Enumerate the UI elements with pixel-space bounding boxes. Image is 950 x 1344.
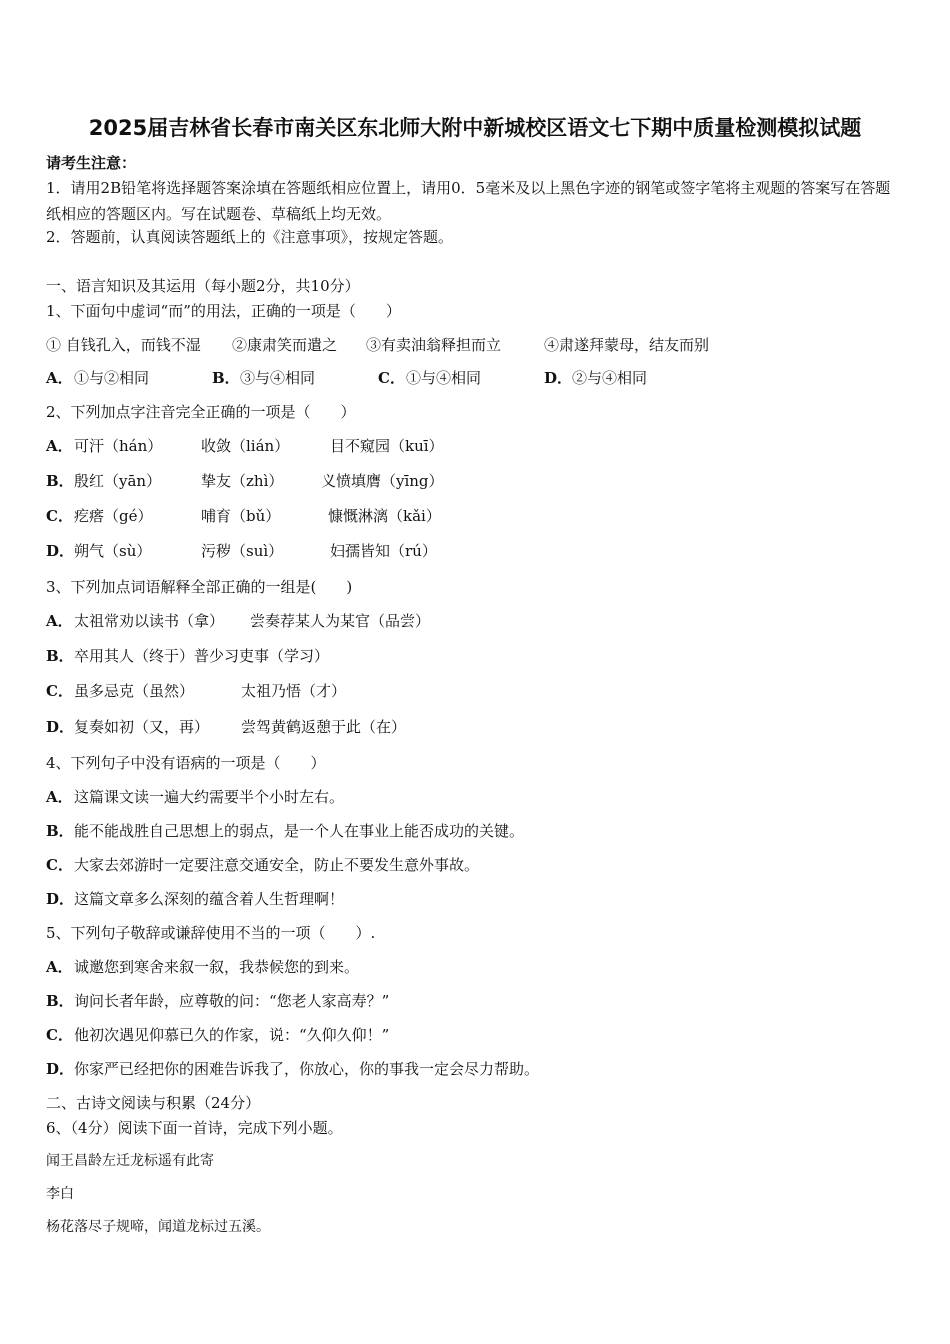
q1-items bbox=[46, 336, 709, 354]
q4-option-d: D．这篇文章多么深刻的蕴含着人生哲理啊！ bbox=[46, 890, 345, 908]
q5-option-d: D．你家严已经把你的困难告诉我了，你放心，你的事我一定会尽力帮助。 bbox=[46, 1060, 540, 1078]
q3-option-a: A．太祖常劝以读书（拿） 尝奏荐某人为某官（品尝） bbox=[46, 612, 431, 630]
notice-heading: 请考生注意： bbox=[46, 154, 137, 172]
q3-option-c: C．虽多忌克（虽然） 太祖乃悟（才） bbox=[46, 682, 347, 700]
q1-item: ④肃遂拜蒙母，结友而别 bbox=[544, 336, 710, 354]
q5-option-a: A．诚邀您到寒舍来叙一叙，我恭候您的到来。 bbox=[46, 958, 360, 976]
q1-option-b: B．③与④相同 bbox=[212, 369, 316, 387]
q1-option-a: A．①与②相同 bbox=[46, 369, 150, 387]
q1-option-c: C．①与④相同 bbox=[378, 369, 482, 387]
q2-stem: 2、下列加点字注音完全正确的一项是（ ） bbox=[46, 403, 356, 421]
q4-option-a: A．这篇课文读一遍大约需要半个小时左右。 bbox=[46, 788, 345, 806]
poem-line: 杨花落尽子规啼，闻道龙标过五溪。 bbox=[46, 1219, 270, 1235]
q1-option-d: D．②与④相同 bbox=[544, 369, 648, 387]
q2-option-b: B．殷红（yān） 挚友（zhì） 义愤填膺（yīng） bbox=[46, 472, 444, 490]
q4-option-b: B．能不能战胜自己思想上的弱点，是一个人在事业上能否成功的关键。 bbox=[46, 822, 525, 840]
q1-item: ① 自钱孔入，而钱不湿 bbox=[46, 336, 201, 354]
q2-option-d: D．朔气（sù） 污秽（suì） 妇孺皆知（rú） bbox=[46, 542, 437, 560]
q5-stem: 5、下列句子敬辞或谦辞使用不当的一项（ ）. bbox=[46, 924, 376, 942]
q4-stem: 4、下列句子中没有语病的一项是（ ） bbox=[46, 754, 326, 772]
q1-stem: 1、下面句中虚词“而”的用法，正确的一项是（ ） bbox=[46, 302, 401, 320]
q1-item: ②康肃笑而遣之 bbox=[232, 336, 338, 354]
poem-title: 闻王昌龄左迁龙标遥有此寄 bbox=[46, 1153, 214, 1169]
notice-item-1: 1．请用2B铅笔将选择题答案涂填在答题纸相应位置上，请用0．5毫米及以上黑色字迹的钢笔或签字笔将主观题的答案写在答题纸相应的答题区内。写在试题卷、草稿纸上均无效。 bbox=[46, 179, 891, 223]
q6-stem: 6、（4分）阅读下面一首诗，完成下列小题。 bbox=[46, 1119, 343, 1137]
q1-item: ③有卖油翁释担而立 bbox=[366, 336, 502, 354]
notice-item-2: 2．答题前，认真阅读答题纸上的《注意事项》，按规定答题。 bbox=[46, 228, 454, 246]
q3-stem: 3、下列加点词语解释全部正确的一组是( ) bbox=[46, 578, 353, 596]
section1-heading: 一、语言知识及其运用（每小题2分，共10分） bbox=[46, 277, 360, 295]
q1-options bbox=[46, 369, 647, 387]
q5-option-c: C．他初次遇见仰慕已久的作家，说：“久仰久仰！” bbox=[46, 1026, 390, 1044]
q3-option-b: B．卒用其人（终于）普少习吏事（学习） bbox=[46, 647, 330, 665]
section2-heading: 二、古诗文阅读与积累（24分） bbox=[46, 1094, 261, 1112]
q2-option-c: C．疙瘩（gé） 哺育（bǔ） 慷慨淋漓（kǎi） bbox=[46, 507, 441, 525]
q2-option-a: A．可汗（hán） 收敛（lián） 目不窥园（kuī） bbox=[46, 437, 444, 455]
q4-option-c: C．大家去郊游时一定要注意交通安全，防止不要发生意外事故。 bbox=[46, 856, 480, 874]
q3-option-d: D．复奏如初（又，再） 尝驾黄鹤返憩于此（在） bbox=[46, 718, 407, 736]
poem-author: 李白 bbox=[46, 1186, 74, 1202]
page-title: 2025届吉林省长春市南关区东北师大附中新城校区语文七下期中质量检测模拟试题 bbox=[88, 116, 862, 140]
q5-option-b: B．询问长者年龄，应尊敬的问：“您老人家高寿？” bbox=[46, 992, 390, 1010]
